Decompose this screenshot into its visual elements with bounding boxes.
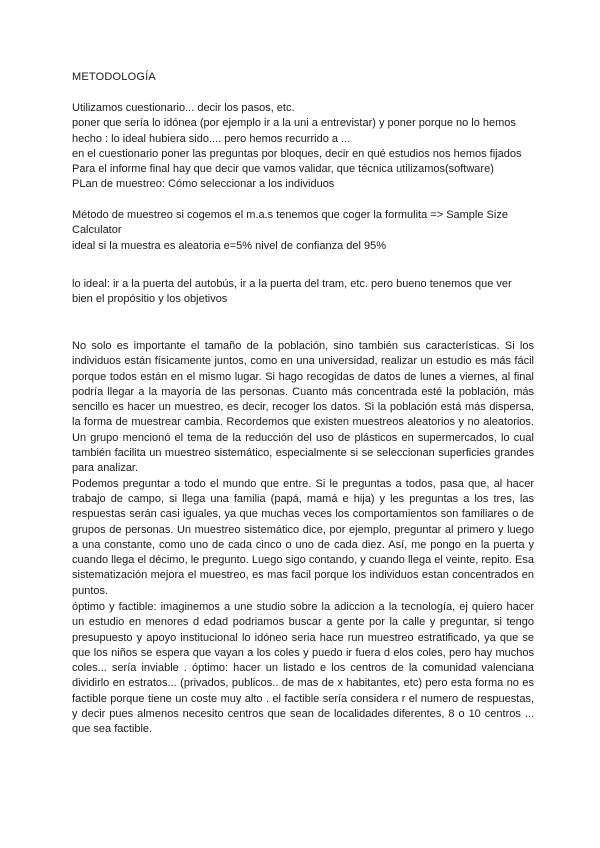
document-title: METODOLOGÍA xyxy=(72,71,156,83)
paragraph-2: Podemos preguntar a todo el mundo que entre. Si le preguntas a todos, pasa que, al hacer trabajo de campo, si llega una familia (papá, mamá e hija) y les preguntas a los tres, las respuestas serán casi iguales, ya que muchas veces los comportamientos son familiares o de grupos de personas. Un muestreo sistemático dice, por ejemplo, preguntar al primero y luego a una constante, como uno de cada cinco o uno de cada diez. Así, me pongo en la puerta y cuando llega el décimo, le pregunto. Luego sigo contando, y cuando llega el veinte, repito. Esa sistematización mejora el muestreo, es mas facil porque los individuos estan concentrados en puntos. xyxy=(72,477,534,597)
notes-block-1 xyxy=(72,101,534,193)
note-line: Para el informe final hay que decir que vamos validar, que técnica utilizamos(software) xyxy=(72,163,494,176)
note-line: en el cuestionario poner las preguntas por bloques, decir en qué estudios nos hemos fijados xyxy=(72,147,522,160)
note-line: PLan de muestreo: Cómo seleccionar a los individuos xyxy=(72,178,335,191)
optimal-feasible-section xyxy=(72,600,534,738)
notes-block-2 xyxy=(72,208,534,254)
note-line: ideal si la muestra es aleatoria e=5% nivel de confianza del 95% xyxy=(72,239,386,252)
paragraph-1: No solo es importante el tamaño de la población, sino también sus características. Si los individuos están físicamente juntos, como en una universidad, realizar un estudio es más fácil porque todos están en el mismo lugar. Si hago recogidas de datos de lunes a viernes, al final podría llegar a la mayoría de las personas. Cuanto más concentrada esté la población, más sencillo es hacer un muestreo, es decir, recoger los datos. Si la población está más dispersa, la forma de muestrear cambia. Recordemos que existen muestreos aleatorios y no aleatorios. Un grupo mencionó el tema de la reducción del uso de plásticos en supermercados, lo cual también facilita un muestreo sistemático, especialmente si se seleccionan superficies grandes para analizar. xyxy=(72,340,534,475)
notes-block-3 xyxy=(72,277,534,308)
note-line: Método de muestreo si cogemos el m.a.s tenemos que coger la formulita => Sample Size Calculator xyxy=(72,209,508,237)
note-line: Utilizamos cuestionario... decir los pasos, etc. xyxy=(72,102,295,114)
paragraph-3: óptimo y factible: imaginemos a une studio sobre la adiccion a la tecnología, ej quiero hacer un estudio en menores d edad podriamos buscar a gente por la calle y preguntar, si tengo presupuesto y apoyo institucional lo idóneo seria hace run muestreo estratificado, ya que se que los niños se espera que vayan a los coles y puedo ir fuera d elos coles, pero hay muchos coles... sería inviable . óptimo: hacer un listado e los centros de la comunidad valenciana dividirlo en estratos... (privados, publicos.. de mas de x habitantes, etc) pero esta forma no es factible porque tiene un coste muy alto . el factible sería considera r el numero de respuestas, y decir pues almenos necesito centros que sean de localidades diferentes, 8 o 10 centros ... que sea factible. xyxy=(72,601,534,736)
note-line: lo ideal: ir a la puerta del autobús, ir a la puerta del tram, etc. pero bueno tenemos que ver bien el propósitio y los objetivos xyxy=(72,278,512,306)
note-line: poner que sería lo idónea (por ejemplo ir a la uni a entrevistar) y poner porque no lo hemos hecho : lo ideal hubiera sido.... pero hemos recurrido a ... xyxy=(72,117,516,145)
body-section xyxy=(72,339,534,599)
